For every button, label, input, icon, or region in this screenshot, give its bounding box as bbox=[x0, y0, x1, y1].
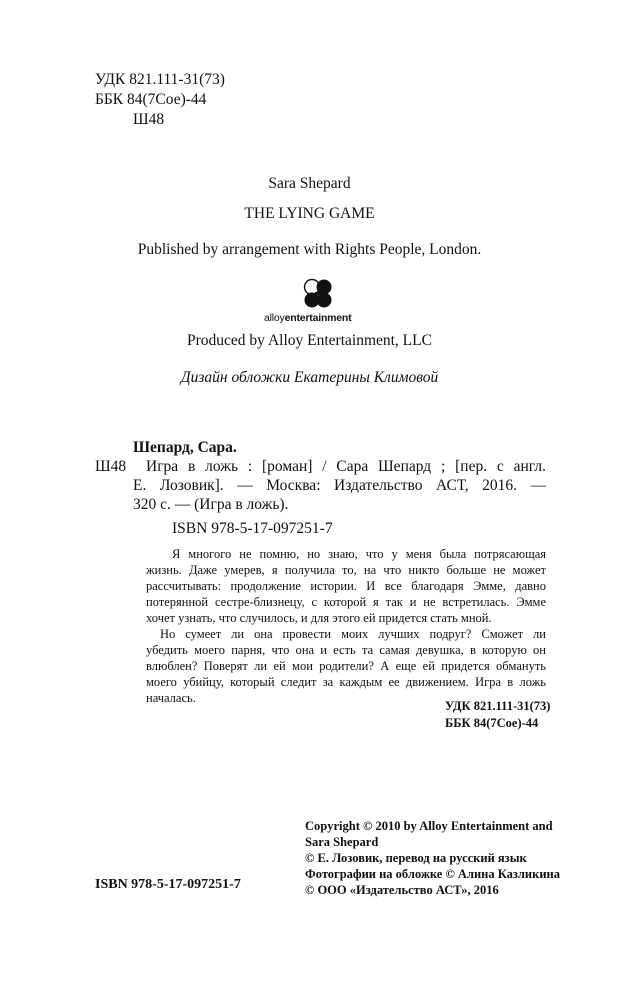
bbk-code: ББК 84(7Сое)-44 bbox=[95, 91, 207, 108]
catalog-isbn: ISBN 978-5-17-097251-7 bbox=[172, 520, 333, 537]
annotation-line-7: убедить моего парня, что она и есть та самая девушка, в которую он bbox=[146, 643, 546, 657]
catalog-line-2: Е. Лозовик]. — Москва: Издательство АСТ, 2016. — bbox=[133, 477, 546, 494]
udk-code: УДК 821.111-31(73) bbox=[95, 71, 225, 88]
author-name-en: Sara Shepard bbox=[268, 175, 351, 192]
catalog-author-mark: Ш48 bbox=[95, 458, 127, 475]
annotation-line-8: влюблен? Поверят ли ей мои родители? А еще ей придется обмануть bbox=[146, 659, 546, 673]
copyright-line-3: © Е. Лозовик, перевод на русский язык bbox=[305, 851, 527, 865]
catalog-author-heading: Шепард, Сара. bbox=[133, 439, 237, 456]
published-by-line: Published by arrangement with Rights People, London. bbox=[137, 241, 482, 258]
annotation-line-5: хочет узнать, что случилось, и для этого ей придется стать мной. bbox=[146, 611, 492, 625]
produced-by-line: Produced by Alloy Entertainment, LLC bbox=[187, 332, 432, 349]
annotation-line-1: Я многого не помню, но знаю, что у меня была потрясающая bbox=[172, 547, 546, 561]
annotation-line-2: жизнь. Даже умерев, я получила то, на что никто больше не может bbox=[146, 563, 546, 577]
author-mark-code: Ш48 bbox=[133, 111, 165, 128]
right-udk-code: УДК 821.111-31(73) bbox=[445, 699, 551, 713]
annotation-line-9: моего убийцу, который следит за каждым ее движением. Игра в ложь bbox=[146, 675, 546, 689]
catalog-line-3: 320 с. — (Игра в ложь). bbox=[133, 496, 289, 513]
annotation-line-10: началась. bbox=[146, 691, 196, 705]
logo-text-light: alloy bbox=[264, 312, 285, 324]
right-bbk-code: ББК 84(7Сое)-44 bbox=[445, 716, 539, 730]
annotation-line-3: рассчитывать: продолжение истории. И все благодаря Эмме, давно bbox=[146, 579, 546, 593]
logo-text-bold: entertainment bbox=[284, 312, 352, 324]
annotation-line-4: потерянной сестре-близнецу, с которой я так и не встретилась. Эмме bbox=[146, 595, 546, 609]
alloy-logo-text bbox=[264, 312, 351, 324]
original-title: THE LYING GAME bbox=[244, 205, 375, 222]
cover-design-credit: Дизайн обложки Екатерины Климовой bbox=[180, 369, 439, 386]
catalog-line-1: Игра в ложь : [роман] / Сара Шепард ; [пер. с англ. bbox=[146, 458, 546, 475]
copyright-line-5: © ООО «Издательство АСТ», 2016 bbox=[305, 883, 499, 897]
copyright-line-1: Copyright © 2010 by Alloy Entertainment and bbox=[305, 819, 553, 833]
copyright-line-4: Фотографии на обложке © Алина Казликина bbox=[305, 867, 560, 881]
bottom-isbn: ISBN 978-5-17-097251-7 bbox=[95, 877, 241, 892]
copyright-line-2: Sara Shepard bbox=[305, 835, 379, 849]
alloy-clover-icon bbox=[298, 278, 338, 312]
annotation-line-6: Но сумеет ли она провести моих лучших подруг? Сможет ли bbox=[160, 627, 546, 641]
